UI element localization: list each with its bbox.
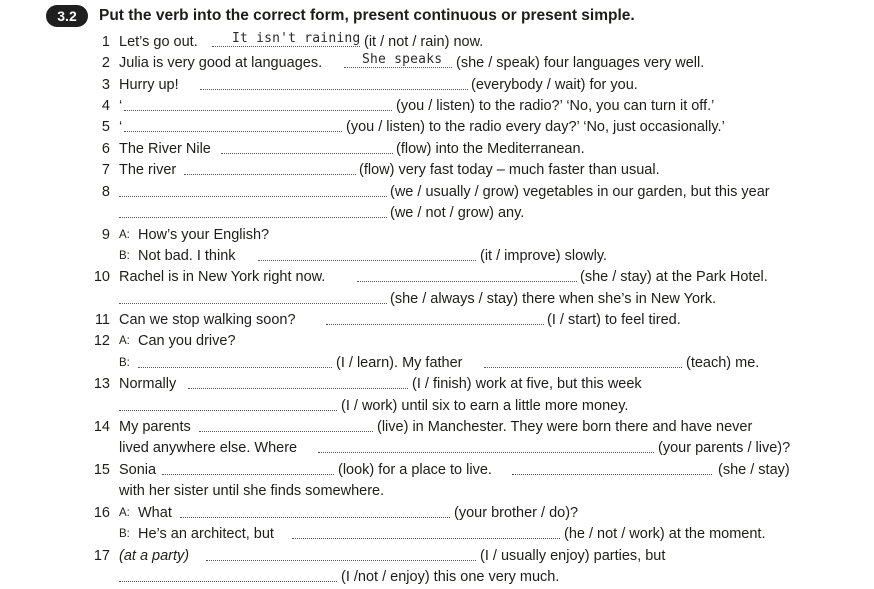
item-prompt: (you / listen) to the radio?’ ‘No, you can turn it off.’ (396, 98, 715, 114)
item-prompt: (I / usually enjoy) parties, but (480, 548, 666, 564)
item-number: 17 (93, 548, 110, 564)
item-text: Not bad. I think (138, 248, 236, 264)
answer-blank[interactable] (188, 374, 408, 389)
item-text: Rachel is in New York right now. (119, 269, 326, 285)
item-number: 6 (101, 141, 110, 157)
item-number: 10 (93, 269, 110, 285)
exercise-item-15-continued (0, 481, 874, 502)
exercise-item-13 (0, 374, 874, 395)
item-prompt: (your brother / do)? (454, 505, 579, 521)
speaker-label: B: (119, 357, 130, 369)
item-prompt: (she / always / stay) there when she’s in New York. (390, 291, 717, 307)
item-prompt: (flow) very fast today – much faster than usual. (359, 162, 660, 178)
item-context: (at a party) (119, 548, 190, 564)
exercise-title: Put the verb into the correct form, present continuous or present simple. (99, 7, 635, 24)
exercise-item-14-continued (0, 438, 874, 459)
item-text: Julia is very good at languages. (119, 55, 323, 71)
item-prompt: (I / finish) work at five, but this week (412, 376, 642, 392)
answer-blank[interactable] (206, 546, 476, 561)
item-text: Can you drive? (138, 333, 236, 349)
item-prompt: (everybody / wait) for you. (471, 77, 638, 93)
answer-blank[interactable] (326, 310, 544, 325)
answer-blank[interactable] (162, 460, 334, 475)
exercise-item-17 (0, 546, 874, 567)
item-number: 7 (101, 162, 110, 178)
answer-blank[interactable] (318, 438, 654, 453)
exercise-item-5 (0, 117, 874, 138)
answer-blank[interactable] (221, 139, 393, 154)
exercise-item-10 (0, 267, 874, 288)
speaker-label: A: (119, 507, 130, 519)
item-text: He’s an architect, but (138, 526, 274, 542)
answer-blank[interactable] (138, 353, 332, 368)
exercise-item-11 (0, 310, 874, 331)
item-prompt: (look) for a place to live. (338, 462, 492, 478)
answer-blank[interactable] (184, 160, 356, 175)
answer-blank[interactable] (119, 289, 387, 304)
item-prompt: (she / stay) (718, 462, 790, 478)
item-prompt: (you / listen) to the radio every day?’ ‘No, just occasionally.’ (346, 119, 725, 135)
exercise-item-12 (0, 331, 874, 352)
item-text: Let’s go out. (119, 34, 198, 50)
item-number: 11 (94, 312, 110, 328)
item-text: What (138, 505, 172, 521)
item-prompt: (she / stay) at the Park Hotel. (580, 269, 768, 285)
item-text: lived anywhere else. Where (119, 440, 298, 456)
exercise-item-9-reply (0, 246, 874, 267)
exercise-item-16 (0, 503, 874, 524)
exercise-item-10-continued (0, 289, 874, 310)
item-number: 5 (101, 119, 110, 135)
exercise-item-15 (0, 460, 874, 481)
item-text: ‘ (119, 119, 123, 135)
exercise-item-8 (0, 182, 874, 203)
item-prompt: (your parents / live)? (658, 440, 791, 456)
item-number: 2 (101, 55, 110, 71)
handwritten-answer: It isn't raining (232, 31, 361, 46)
item-prompt: (he / not / work) at the moment. (564, 526, 766, 542)
exercise-item-8-continued (0, 203, 874, 224)
answer-blank[interactable] (292, 524, 560, 539)
item-number: 16 (93, 505, 110, 521)
item-prompt: (I /not / enjoy) this one very much. (341, 569, 560, 585)
item-number: 12 (93, 333, 110, 349)
speaker-label: A: (119, 229, 130, 241)
item-text: ‘ (119, 98, 123, 114)
item-prompt: (flow) into the Mediterranean. (396, 141, 585, 157)
answer-blank[interactable] (119, 567, 337, 582)
item-text: Hurry up! (119, 77, 179, 93)
exercise-item-16-reply (0, 524, 874, 545)
item-prompt: (teach) me. (686, 355, 760, 371)
item-prompt: (live) in Manchester. They were born there and have never (377, 419, 753, 435)
item-number: 1 (101, 34, 110, 50)
item-prompt: (I / start) to feel tired. (547, 312, 681, 328)
item-prompt: (I / work) until six to earn a little more money. (341, 398, 629, 414)
item-text: Sonia (119, 462, 157, 478)
item-number: 8 (101, 184, 110, 200)
speaker-label: B: (119, 528, 130, 540)
item-text: My parents (119, 419, 191, 435)
answer-blank[interactable] (344, 53, 452, 68)
item-number: 3 (101, 77, 110, 93)
answer-blank[interactable] (484, 353, 682, 368)
item-number: 4 (101, 98, 110, 114)
item-number: 9 (101, 227, 110, 243)
item-prompt: (I / learn). My father (336, 355, 463, 371)
item-prompt: (she / speak) four languages very well. (456, 55, 705, 71)
exercise-item-13-continued (0, 396, 874, 417)
answer-blank[interactable] (199, 417, 373, 432)
item-number: 15 (93, 462, 110, 478)
answer-blank[interactable] (357, 267, 577, 282)
exercise-item-4 (0, 96, 874, 117)
item-text: Normally (119, 376, 177, 392)
item-prompt: (it / improve) slowly. (480, 248, 608, 264)
exercise-item-2 (0, 53, 874, 74)
answer-blank[interactable] (200, 75, 468, 90)
speaker-label: B: (119, 250, 130, 262)
handwritten-answer: She speaks (362, 52, 443, 67)
answer-blank[interactable] (119, 182, 387, 197)
exercise-item-14 (0, 417, 874, 438)
exercise-item-12-reply (0, 353, 874, 374)
item-text: Can we stop walking soon? (119, 312, 296, 328)
answer-blank[interactable] (180, 503, 450, 518)
item-number: 13 (93, 376, 110, 392)
answer-blank[interactable] (212, 32, 360, 47)
item-prompt: (we / not / grow) any. (390, 205, 525, 221)
answer-blank[interactable] (119, 203, 387, 218)
answer-blank[interactable] (512, 460, 712, 475)
item-prompt: (it / not / rain) now. (364, 34, 484, 50)
answer-blank[interactable] (119, 396, 337, 411)
exercise-item-9 (0, 225, 874, 246)
answer-blank[interactable] (124, 117, 342, 132)
exercise-item-3 (0, 75, 874, 96)
exercise-item-6 (0, 139, 874, 160)
item-text: How’s your English? (138, 227, 270, 243)
item-number: 14 (93, 419, 110, 435)
exercise-item-7 (0, 160, 874, 181)
item-text: with her sister until she finds somewhere. (119, 483, 385, 499)
exercise-item-17-continued (0, 567, 874, 588)
exercise-number-badge: 3.2 (46, 5, 88, 27)
item-prompt: (we / usually / grow) vegetables in our garden, but this year (390, 184, 770, 200)
item-text: The River Nile (119, 141, 211, 157)
item-text: The river (119, 162, 177, 178)
speaker-label: A: (119, 335, 130, 347)
answer-blank[interactable] (124, 96, 392, 111)
answer-blank[interactable] (258, 246, 476, 261)
